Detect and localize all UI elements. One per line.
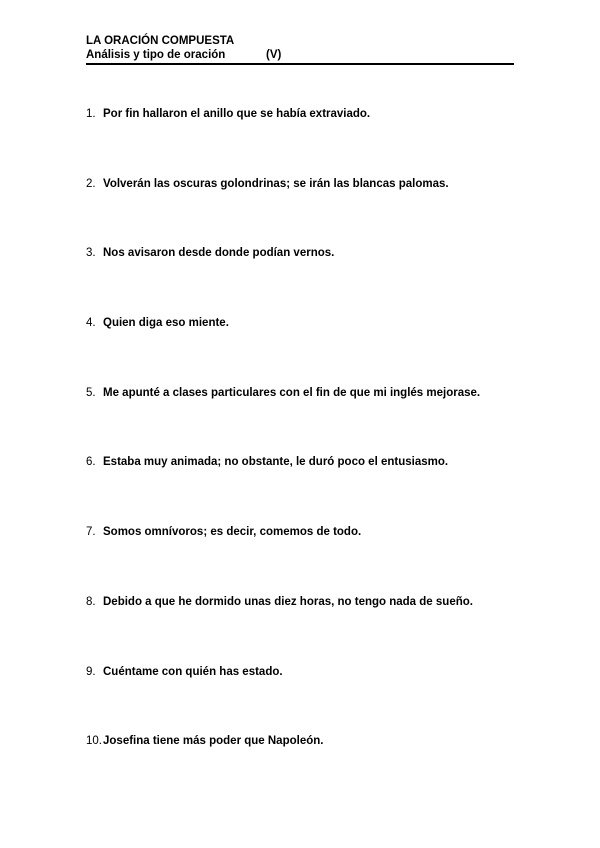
sentence-text: Josefina tiene más poder que Napoleón. <box>103 735 324 748</box>
sentence-number: 9. <box>86 665 96 678</box>
sentence-item <box>86 107 526 177</box>
sentence-number: 10. <box>86 735 102 748</box>
sentence-item <box>86 316 526 386</box>
sentence-item <box>86 665 526 735</box>
sentence-text: Volverán las oscuras golondrinas; se irán las blancas palomas. <box>103 177 449 190</box>
sentence-item <box>86 177 526 247</box>
sentence-item <box>86 246 526 316</box>
sentence-item <box>86 386 526 456</box>
sentence-text: Me apunté a clases particulares con el fin de que mi inglés mejorase. <box>103 386 481 399</box>
worksheet-code: (V) <box>266 49 282 61</box>
sentence-number: 8. <box>86 595 96 608</box>
sentence-number: 2. <box>86 177 96 190</box>
sentence-number: 5. <box>86 386 96 399</box>
sentence-text: Nos avisaron desde donde podían vernos. <box>103 247 335 260</box>
sentence-item <box>86 595 526 665</box>
sentence-text: Somos omnívoros; es decir, comemos de todo. <box>103 526 362 539</box>
sentence-text: Cuéntame con quién has estado. <box>103 665 283 678</box>
sentence-text: Por fin hallaron el anillo que se había extraviado. <box>103 108 371 120</box>
document-subtitle: Análisis y tipo de oración <box>86 49 226 61</box>
sentence-number: 7. <box>86 526 96 539</box>
sentence-item <box>86 734 526 804</box>
sentence-item <box>86 525 526 595</box>
sentence-number: 6. <box>86 456 96 469</box>
sentence-list <box>86 107 526 804</box>
sentence-item <box>86 455 526 525</box>
sentence-number: 4. <box>86 317 96 330</box>
sentence-text: Estaba muy animada; no obstante, le duró poco el entusiasmo. <box>103 456 449 469</box>
document-title: LA ORACIÓN COMPUESTA <box>86 35 235 47</box>
document-header <box>86 34 514 62</box>
sentence-number: 1. <box>86 108 96 120</box>
sentence-text: Debido a que he dormido unas diez horas, no tengo nada de sueño. <box>103 595 473 608</box>
sentence-text: Quien diga eso miente. <box>103 317 229 330</box>
header-divider <box>86 63 514 65</box>
sentence-number: 3. <box>86 247 96 260</box>
